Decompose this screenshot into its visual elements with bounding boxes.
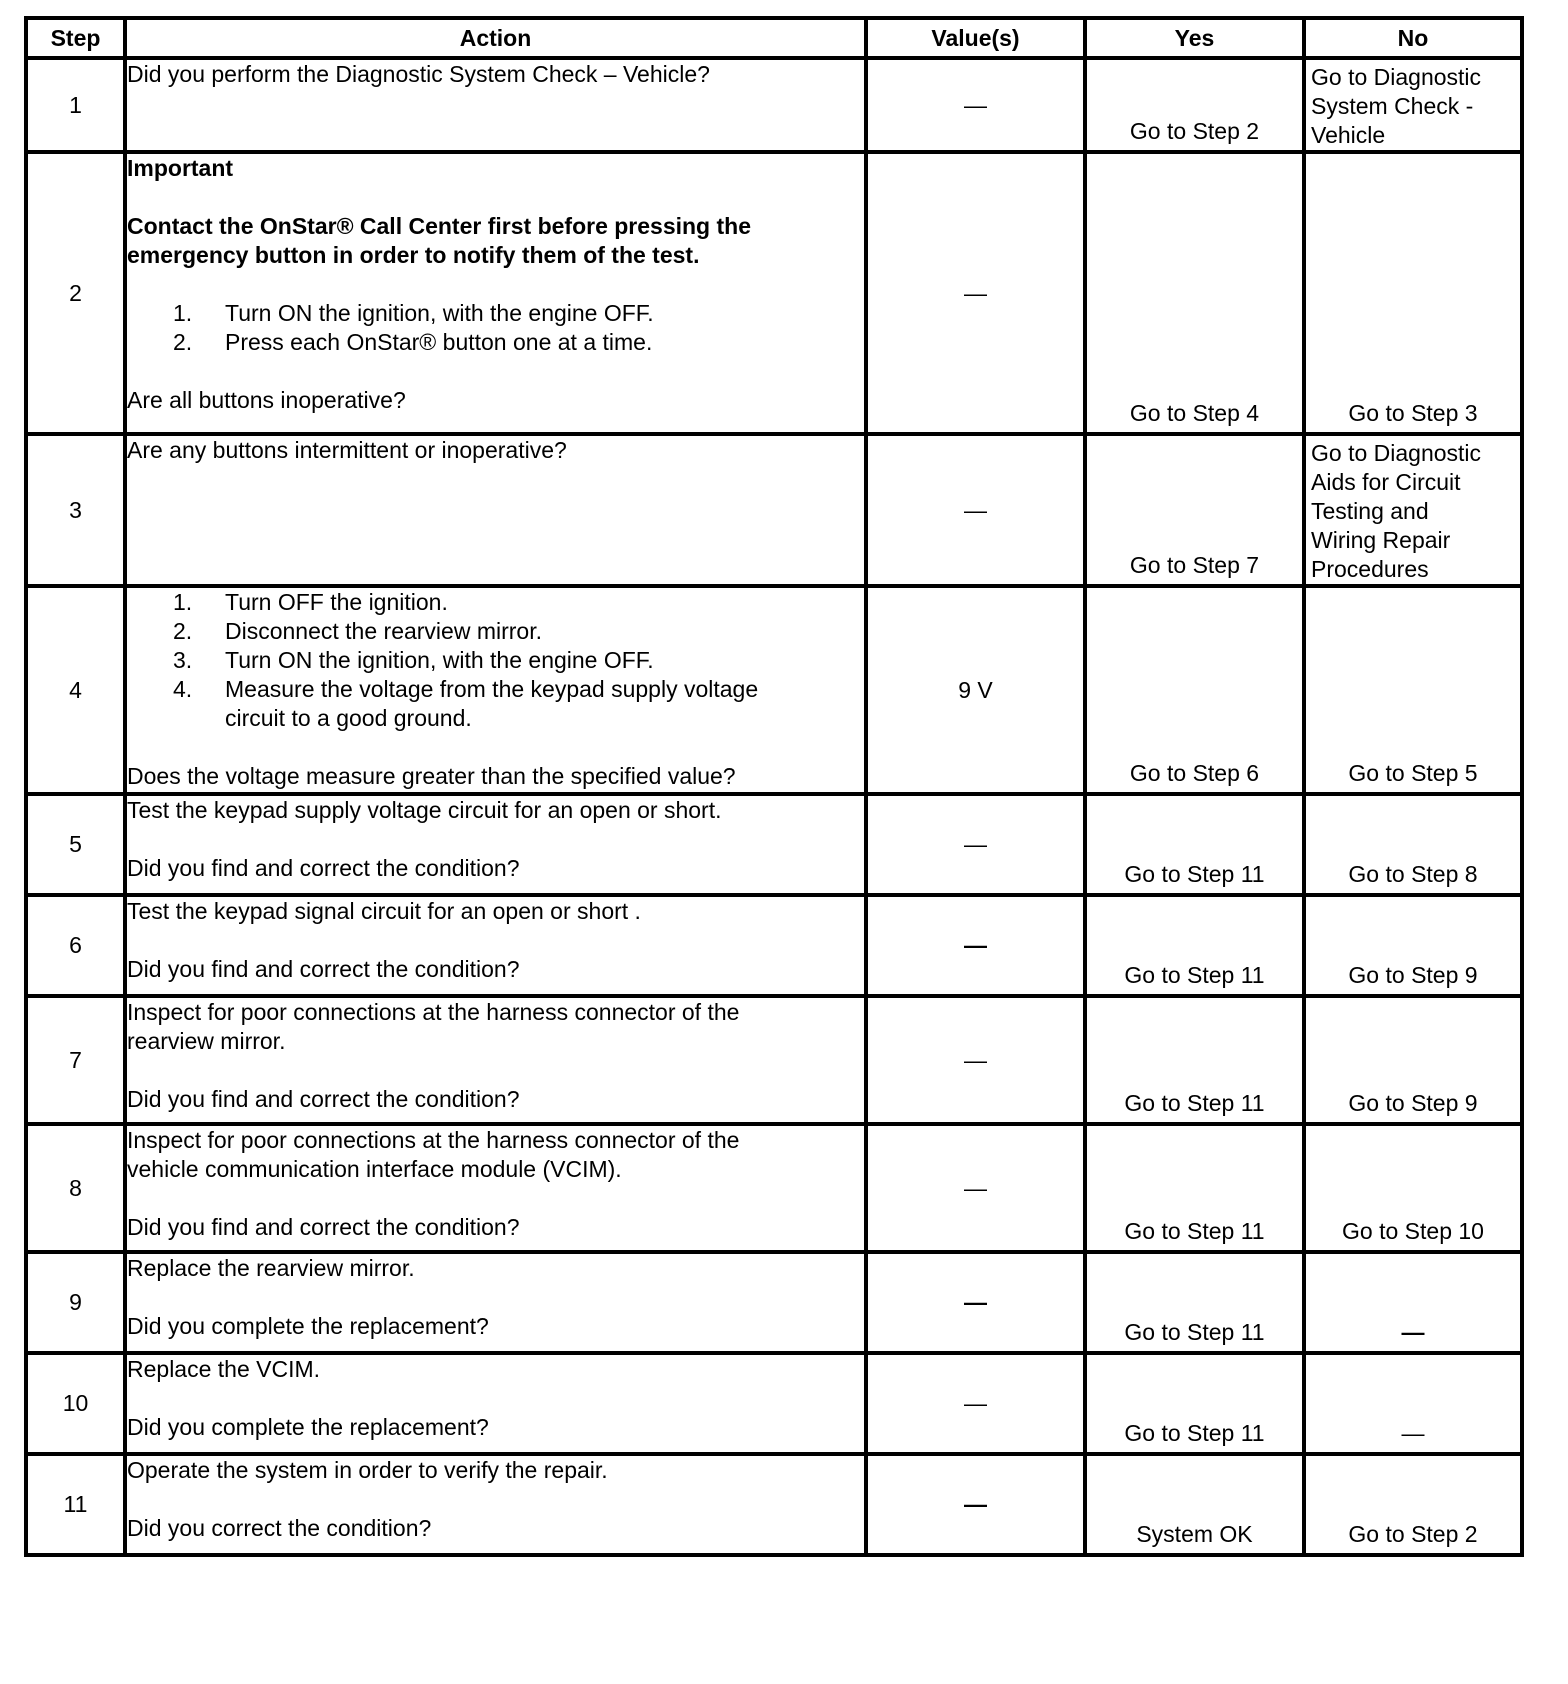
- procedure-step-continued: [173, 704, 864, 733]
- table-row: [26, 1353, 1522, 1454]
- yes-text: Go to Step 2: [1129, 118, 1260, 144]
- step-number: 4: [26, 586, 125, 794]
- value-text: —: [964, 1491, 987, 1517]
- no-cell: [1304, 794, 1522, 895]
- value-cell: [866, 58, 1085, 152]
- yes-cell: [1085, 895, 1304, 996]
- yes-cell: [1085, 434, 1304, 586]
- action-question: Does the voltage measure greater than the specified value?: [127, 763, 736, 789]
- no-text-line: Procedures: [1311, 556, 1429, 582]
- step-number: 1: [26, 58, 125, 152]
- action-question: Are all buttons inoperative?: [127, 387, 406, 413]
- yes-text: Go to Step 11: [1124, 861, 1265, 887]
- action-question: Did you complete the replacement?: [127, 1313, 489, 1339]
- yes-text: Go to Step 11: [1124, 962, 1265, 988]
- procedure-step-text: Turn OFF the ignition.: [225, 589, 448, 615]
- table-row: [26, 895, 1522, 996]
- value-cell: [866, 152, 1085, 434]
- step-number: 5: [26, 794, 125, 895]
- step-number: 2: [26, 152, 125, 434]
- procedure-step: 2. Disconnect the rearview mirror.: [173, 618, 542, 644]
- yes-cell: [1085, 58, 1304, 152]
- yes-text: Go to Step 11: [1124, 1218, 1265, 1244]
- header-no: No: [1304, 18, 1522, 58]
- procedure-step-text: Press each OnStar® button one at a time.: [225, 329, 653, 355]
- no-cell: [1304, 1353, 1522, 1454]
- yes-cell: [1085, 152, 1304, 434]
- action-text-line: vehicle communication interface module (VCIM).: [127, 1156, 622, 1182]
- table-row: [26, 58, 1522, 152]
- table-row: [26, 586, 1522, 794]
- no-cell: [1304, 152, 1522, 434]
- action-cell: [125, 1252, 866, 1353]
- procedure-step: 3. Turn ON the ignition, with the engine OFF.: [173, 647, 654, 673]
- action-cell: [125, 895, 866, 996]
- action-text-line: Inspect for poor connections at the harness connector of the: [127, 999, 740, 1025]
- action-text: Did you perform the Diagnostic System Check – Vehicle?: [127, 61, 710, 87]
- value-cell: [866, 794, 1085, 895]
- action-question: Did you correct the condition?: [127, 1515, 432, 1541]
- value-cell: [866, 1124, 1085, 1252]
- action-cell: [125, 1454, 866, 1555]
- action-question: Did you find and correct the condition?: [127, 1086, 520, 1112]
- yes-cell: [1085, 1454, 1304, 1555]
- action-cell: [125, 1353, 866, 1454]
- yes-cell: [1085, 996, 1304, 1124]
- header-row: [26, 18, 1522, 58]
- no-text-line: Go to Diagnostic: [1311, 440, 1482, 466]
- important-heading: Important: [127, 155, 234, 181]
- value-text: —: [964, 1390, 987, 1416]
- action-cell: [125, 152, 866, 434]
- no-cell: [1304, 1124, 1522, 1252]
- value-text: —: [964, 279, 987, 306]
- value-text: —: [964, 1046, 987, 1073]
- value-text: —: [964, 932, 987, 958]
- action-cell: [125, 1124, 866, 1252]
- value-cell: [866, 1252, 1085, 1353]
- value-text: —: [964, 91, 987, 118]
- important-note-line: Contact the OnStar® Call Center first before pressing the: [127, 213, 751, 239]
- action-text: Test the keypad supply voltage circuit for an open or short.: [127, 797, 722, 823]
- action-cell: [125, 434, 866, 586]
- no-text-line: Aids for Circuit: [1311, 469, 1461, 495]
- no-cell: [1304, 586, 1522, 794]
- action-text: Test the keypad signal circuit for an open or short .: [127, 898, 641, 924]
- value-text: —: [964, 496, 987, 523]
- no-cell: [1304, 58, 1522, 152]
- no-text: Go to Step 9: [1348, 1090, 1478, 1116]
- yes-text: Go to Step 6: [1129, 760, 1260, 786]
- yes-text: Go to Step 11: [1124, 1319, 1265, 1345]
- value-cell: [866, 996, 1085, 1124]
- value-text: 9 V: [958, 676, 993, 703]
- procedure-step: 2. Press each OnStar® button one at a time.: [173, 329, 653, 355]
- no-text: Go to Step 3: [1348, 400, 1478, 426]
- no-text: Go to Step 5: [1348, 760, 1478, 786]
- action-cell: [125, 58, 866, 152]
- table-row: [26, 794, 1522, 895]
- step-number: 6: [26, 895, 125, 996]
- no-text-line: Testing and: [1311, 498, 1429, 524]
- step-number: 7: [26, 996, 125, 1124]
- no-text: Go to Step 8: [1348, 861, 1478, 887]
- procedure-step: 1. Turn OFF the ignition.: [173, 589, 448, 615]
- procedure-list: [127, 588, 864, 733]
- value-text: —: [964, 1174, 987, 1201]
- action-cell: [125, 996, 866, 1124]
- action-text: Operate the system in order to verify the repair.: [127, 1457, 608, 1483]
- no-text: Go to Step 10: [1342, 1218, 1484, 1244]
- table-row: [26, 1252, 1522, 1353]
- value-text: —: [964, 831, 987, 857]
- yes-cell: [1085, 1252, 1304, 1353]
- no-text-line: Go to Diagnostic: [1311, 64, 1482, 90]
- procedure-step: 1. Turn ON the ignition, with the engine OFF.: [173, 300, 654, 326]
- no-text: Go to Step 2: [1348, 1521, 1478, 1547]
- no-text: —: [1401, 1319, 1425, 1345]
- no-text-line: System Check -: [1311, 93, 1474, 119]
- no-cell: [1304, 996, 1522, 1124]
- procedure-step-text: Turn ON the ignition, with the engine OFF.: [225, 300, 654, 326]
- no-text-line: Vehicle: [1311, 122, 1386, 148]
- action-text-line: Inspect for poor connections at the harness connector of the: [127, 1127, 740, 1153]
- action-question: Did you find and correct the condition?: [127, 956, 520, 982]
- value-cell: [866, 586, 1085, 794]
- step-number: 10: [26, 1353, 125, 1454]
- step-number: 8: [26, 1124, 125, 1252]
- yes-text: System OK: [1136, 1521, 1253, 1547]
- action-question: Did you find and correct the condition?: [127, 1214, 520, 1240]
- yes-text: Go to Step 4: [1129, 400, 1260, 426]
- table-row: [26, 996, 1522, 1124]
- yes-cell: [1085, 1353, 1304, 1454]
- step-number: 11: [26, 1454, 125, 1555]
- procedure-step-text: circuit to a good ground.: [225, 705, 472, 731]
- procedure-step-text: Turn ON the ignition, with the engine OFF.: [225, 647, 654, 673]
- header-values: Value(s): [866, 18, 1085, 58]
- value-cell: [866, 1353, 1085, 1454]
- yes-cell: [1085, 586, 1304, 794]
- procedure-list: [127, 299, 864, 357]
- value-cell: [866, 1454, 1085, 1555]
- header-yes: Yes: [1085, 18, 1304, 58]
- diagnostic-table: [24, 16, 1524, 1557]
- yes-cell: [1085, 794, 1304, 895]
- no-text-line: Wiring Repair: [1311, 527, 1451, 553]
- no-cell: [1304, 895, 1522, 996]
- no-cell: [1304, 1454, 1522, 1555]
- no-text: Go to Step 9: [1348, 962, 1478, 988]
- yes-cell: [1085, 1124, 1304, 1252]
- step-number: 9: [26, 1252, 125, 1353]
- yes-text: Go to Step 11: [1124, 1090, 1265, 1116]
- no-cell: [1304, 434, 1522, 586]
- action-question: Did you find and correct the condition?: [127, 855, 520, 881]
- action-text: Replace the rearview mirror.: [127, 1255, 415, 1281]
- value-cell: [866, 434, 1085, 586]
- header-step: Step: [26, 18, 125, 58]
- value-text: —: [964, 1289, 987, 1315]
- procedure-step-text: Measure the voltage from the keypad supply voltage: [225, 676, 759, 702]
- table-row: [26, 152, 1522, 434]
- yes-text: Go to Step 7: [1129, 552, 1260, 578]
- table-row: [26, 1454, 1522, 1555]
- no-cell: [1304, 1252, 1522, 1353]
- no-text: —: [1401, 1420, 1425, 1446]
- important-note-line: emergency button in order to notify them of the test.: [127, 242, 700, 268]
- action-cell: [125, 794, 866, 895]
- header-action: Action: [125, 18, 866, 58]
- value-cell: [866, 895, 1085, 996]
- procedure-step-text: Disconnect the rearview mirror.: [225, 618, 542, 644]
- table-row: [26, 1124, 1522, 1252]
- action-question: Did you complete the replacement?: [127, 1414, 489, 1440]
- action-text: Replace the VCIM.: [127, 1356, 321, 1382]
- action-text: Are any buttons intermittent or inoperative?: [127, 437, 567, 463]
- table-row: [26, 434, 1522, 586]
- action-cell: [125, 586, 866, 794]
- yes-text: Go to Step 11: [1124, 1420, 1265, 1446]
- step-number: 3: [26, 434, 125, 586]
- procedure-step: 4. Measure the voltage from the keypad supply voltage: [173, 676, 759, 702]
- action-text-line: rearview mirror.: [127, 1028, 286, 1054]
